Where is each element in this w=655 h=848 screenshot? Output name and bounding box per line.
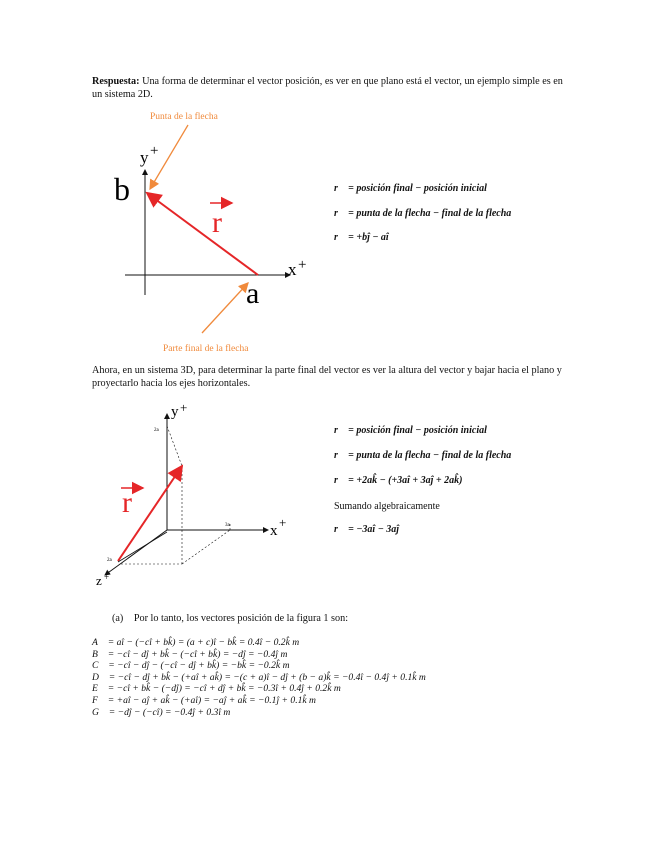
vectors-list <box>92 637 642 718</box>
tick-3a: 3a <box>225 523 230 528</box>
x-plus-2d: + <box>298 257 307 273</box>
figure-2d <box>90 105 330 360</box>
vector-c: C⃗ = −cî − dĵ − (−cî − dĵ + bk̂) = −bk̂ = −0.2k̂ m <box>92 660 290 672</box>
y-label-2d: y <box>140 148 149 167</box>
vector-b: B⃗ = −cî − dĵ + bk̂ − (−cî + bk̂) = −dĵ = −0.4ĵ m <box>92 648 288 660</box>
list-marker: (a) <box>112 613 124 624</box>
z-label-3d: z <box>96 573 102 588</box>
z-plus-3d: + <box>104 572 110 582</box>
eq3d-result: r⃗ = −3aî − 3aĵ <box>334 524 400 535</box>
y-label-3d: y <box>171 404 179 420</box>
vector-a: A⃗ = aî − (−cî + bk̂) = (a + c)î − bk̂ = 0.4î − 0.2k̂ m <box>92 637 300 648</box>
middle-paragraph: Ahora, en un sistema 3D, para determinar la parte final del vector es ver la altura del vector y bajar hacia el plano y proyectarlo hacia los ejes horizontales. <box>92 365 562 389</box>
arrow-tip-note: Punta de la flecha <box>150 112 218 122</box>
eq3d-3: r⃗ = +2ak̂ − (+3aî + 3aĵ + 2ak̂) <box>334 475 463 486</box>
b-label: b <box>114 171 130 207</box>
y-plus-2d: + <box>150 143 159 159</box>
z-axis-3d <box>105 530 167 575</box>
list-text: Por lo tanto, los vectores posición de la figura 1 son: <box>133 613 349 624</box>
eq3d-2: r⃗ = punta de la flecha − final de la flecha <box>334 450 512 461</box>
eq3d-1: r⃗ = posición final − posición inicial <box>334 425 487 436</box>
vector-g: G⃗ = −dĵ − (−cî) = −0.4ĵ + 0.3î m <box>92 706 231 718</box>
eq2d-3: r⃗ = +bĵ − aî <box>334 232 389 243</box>
construction-lines <box>121 426 230 564</box>
x-label-2d: x <box>288 260 297 279</box>
eq2d-1: r⃗ = posición final − posición inicial <box>334 183 487 194</box>
y-plus-3d: + <box>180 400 188 415</box>
tick-2a-z: 2a <box>107 558 112 563</box>
vector-r-2d <box>147 193 258 275</box>
r-label-2d: r <box>212 206 222 239</box>
intro-label: Respuesta: <box>92 76 140 87</box>
arrow-tail-pointer <box>202 283 248 333</box>
figure-3d <box>90 398 310 590</box>
x-plus-3d: + <box>279 515 287 530</box>
r-label-3d: r <box>122 486 132 519</box>
eq3d-note: Sumando algebraicamente <box>334 501 440 512</box>
arrow-tail-note: Parte final de la flecha <box>163 344 249 354</box>
vector-e: E⃗ = −cî + bk̂ − (−dĵ) = −cî + dĵ + bk̂ = −0.3î + 0.4ĵ + 0.2k̂ m <box>92 683 341 695</box>
list-item <box>112 612 348 625</box>
x-label-3d: x <box>270 523 278 539</box>
vector-f: F⃗ = +aî − aĵ + ak̂ − (+aî) = −aĵ + ak̂ = −0.1ĵ + 0.1k̂ m <box>92 694 316 706</box>
intro-text: Una forma de determinar el vector posición, es ver en que plano está el vector, un ejemplo simple es en un sistema 2D. <box>92 76 563 100</box>
tick-2a: 2a <box>154 428 159 433</box>
vector-d: D⃗ = −cî − dĵ + bk̂ − (+aî + ak̂) = −(c + a)î − dĵ + (b − a)k̂ = −0.4î − 0.4ĵ + 0.1k̂ m <box>92 671 426 683</box>
eq2d-2: r⃗ = punta de la flecha − final de la flecha <box>334 208 512 219</box>
intro-paragraph <box>92 75 572 101</box>
projection-line <box>118 532 167 562</box>
a-label: a <box>246 277 260 310</box>
